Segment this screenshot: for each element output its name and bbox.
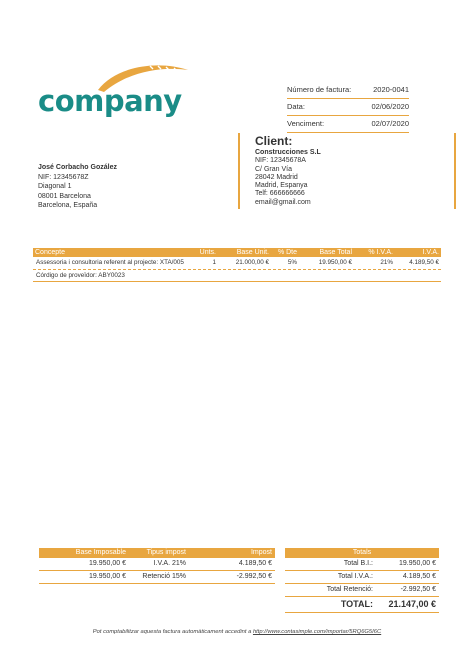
header-vat: I.V.A. bbox=[422, 249, 439, 256]
items-header-row bbox=[33, 248, 441, 257]
totals-row bbox=[285, 584, 439, 597]
client-box bbox=[238, 133, 456, 209]
total-retention-value: -2.992,50 € bbox=[400, 586, 436, 593]
header-base-total: Base Total bbox=[319, 249, 352, 256]
header-discount: % Dte bbox=[277, 249, 297, 256]
footer-text: Pot comptabilitzar aquesta factura automàticament accedint a bbox=[92, 629, 253, 635]
tax-header-base: Base Imposable bbox=[75, 549, 126, 556]
client-city: 28042 Madrid bbox=[255, 173, 298, 181]
total-base-label: Total B.I.: bbox=[343, 560, 373, 567]
totals-row bbox=[285, 558, 439, 571]
grand-total-value: 21.147,00 € bbox=[388, 599, 436, 609]
invoice-number-label: Número de factura: bbox=[287, 85, 352, 94]
totals-table bbox=[285, 548, 439, 613]
invoice-date-row bbox=[287, 99, 409, 116]
client-country: Madrid, Espanya bbox=[255, 182, 308, 190]
totals-row bbox=[285, 571, 439, 584]
tax-type: Retenció 15% bbox=[142, 573, 186, 580]
client-email: email@gmail.com bbox=[255, 198, 311, 206]
seller-address: Diagonal 1 bbox=[38, 183, 72, 190]
provider-code: Córdigo de proveïdor: ABY0023 bbox=[36, 272, 125, 279]
total-vat-value: 4.189,50 € bbox=[402, 573, 436, 580]
item-vat-pct: 21% bbox=[380, 259, 393, 266]
tax-header-row bbox=[39, 548, 275, 558]
footer-link[interactable]: http://www.contasimple.com/importar/5RQ6G5I6C bbox=[252, 629, 382, 635]
items-table bbox=[33, 248, 441, 282]
invoice-meta bbox=[287, 82, 409, 133]
total-vat-label: Total I.V.A.: bbox=[337, 573, 373, 580]
tax-base: 19.950,00 € bbox=[89, 560, 126, 567]
seller-city: 08001 Barcelona bbox=[38, 192, 91, 200]
table-row bbox=[39, 571, 275, 584]
tax-amount: 4.189,50 € bbox=[238, 560, 272, 567]
client-right-border bbox=[454, 133, 456, 209]
item-units: 1 bbox=[212, 259, 216, 266]
logo-text: company bbox=[38, 84, 182, 118]
item-concept: Assessoria i consultoria referent al projecte: XTA/005 bbox=[36, 259, 184, 266]
tax-base: 19.950,00 € bbox=[89, 573, 126, 580]
table-row bbox=[39, 558, 275, 571]
client-info bbox=[255, 135, 321, 207]
tax-amount: -2.992,50 € bbox=[236, 573, 272, 580]
invoice-number-value: 2020-0041 bbox=[373, 85, 409, 94]
header-base-unit: Base Unit. bbox=[236, 249, 269, 256]
tax-table bbox=[39, 548, 275, 584]
tax-header-amount: Impost bbox=[250, 549, 272, 556]
client-left-border bbox=[238, 133, 240, 209]
totals-header: Totals bbox=[285, 548, 439, 558]
item-discount: 5% bbox=[287, 259, 297, 266]
seller-nif: NIF: 12345678Z bbox=[38, 173, 89, 181]
seller-region: Barcelona, España bbox=[38, 202, 98, 209]
client-phone: Telf: 666666666 bbox=[255, 190, 305, 198]
tax-header-type: Tipus impost bbox=[146, 549, 186, 556]
item-vat: 4.189,50 € bbox=[409, 259, 439, 266]
invoice-date-value: 02/06/2020 bbox=[371, 102, 409, 111]
grand-total-label: TOTAL: bbox=[340, 599, 373, 609]
items-bottom-rule bbox=[33, 281, 441, 282]
client-street: C/ Gran Vía bbox=[255, 165, 292, 173]
table-row bbox=[33, 257, 441, 267]
item-base-total: 19.950,00 € bbox=[318, 259, 352, 266]
seller-info bbox=[38, 163, 117, 211]
invoice-due-label: Venciment: bbox=[287, 119, 325, 128]
invoice-due-value: 02/07/2020 bbox=[371, 119, 409, 128]
header-vat-pct: % I.V.A. bbox=[368, 249, 393, 256]
seller-name: José Corbacho Gozález bbox=[38, 164, 117, 171]
footer-note bbox=[0, 629, 474, 635]
total-retention-label: Total Retenció: bbox=[326, 586, 373, 593]
total-base-value: 19.950,00 € bbox=[399, 560, 436, 567]
item-base-unit: 21.000,00 € bbox=[235, 259, 269, 266]
client-nif: NIF: 12345678A bbox=[255, 157, 306, 165]
tax-type: I.V.A. 21% bbox=[153, 560, 186, 567]
invoice-date-label: Data: bbox=[287, 102, 305, 111]
grand-total-row bbox=[285, 597, 439, 613]
invoice-number-row bbox=[287, 82, 409, 99]
client-title: Client: bbox=[255, 134, 293, 148]
company-logo bbox=[38, 62, 218, 122]
client-company: Construcciones S.L bbox=[255, 149, 321, 156]
header-concept: Concepte bbox=[35, 249, 65, 256]
header-units: Unts. bbox=[199, 249, 216, 256]
invoice-due-row bbox=[287, 116, 409, 133]
